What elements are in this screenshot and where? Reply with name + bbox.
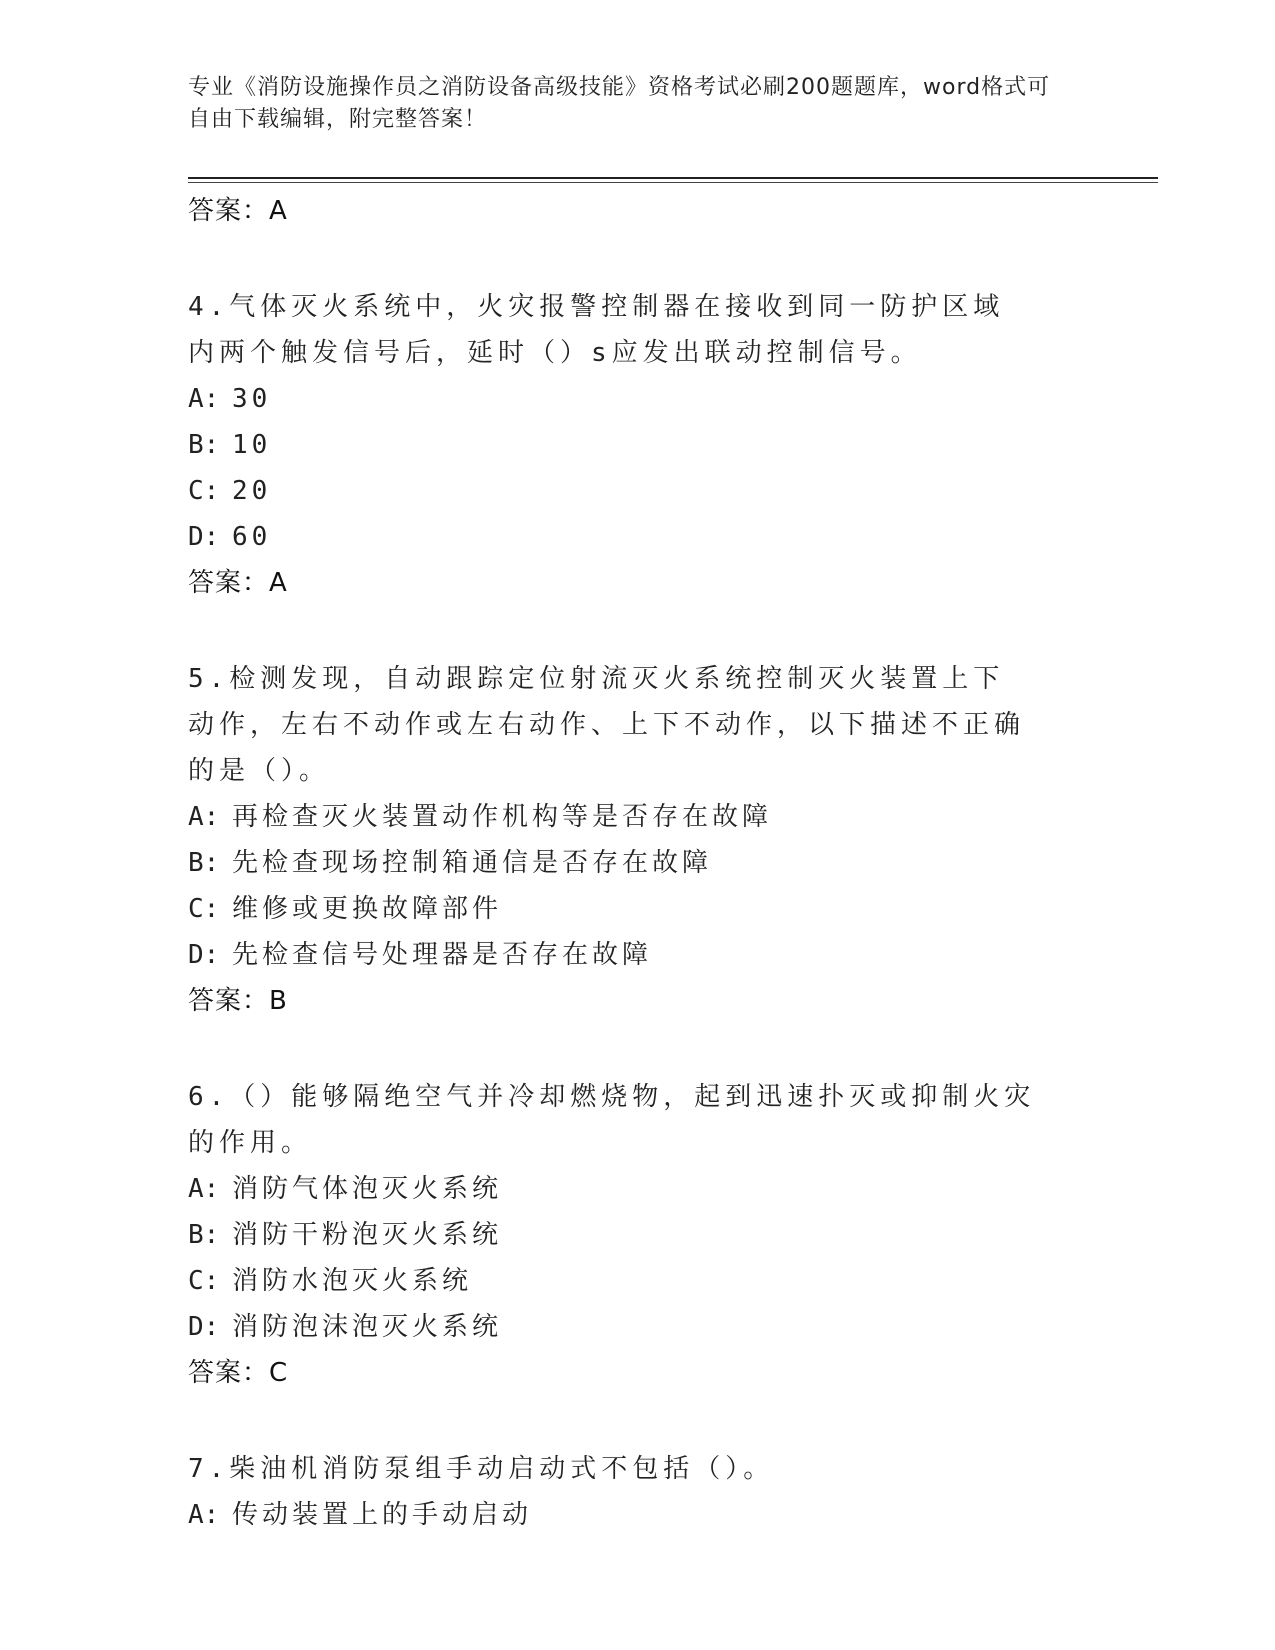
option-letter: C:	[188, 1266, 220, 1296]
option-text: 传动装置上的手动启动	[232, 1500, 533, 1530]
option-b	[188, 422, 1088, 468]
option-text: 10	[232, 430, 272, 460]
option-text: 先检查信号处理器是否存在故障	[232, 940, 653, 970]
answer-line: 答案：A	[188, 568, 288, 598]
option-d	[188, 514, 1088, 560]
option-d	[188, 932, 1088, 978]
option-c	[188, 1258, 1088, 1304]
option-b	[188, 1212, 1088, 1258]
answer-line: 答案：B	[188, 986, 288, 1016]
option-a	[188, 1492, 1088, 1538]
question-stem: 6.（）能够隔绝空气并冷却燃烧物，起到迅速扑灭或抑制火灾的作用。	[188, 1082, 1036, 1158]
option-d	[188, 1304, 1088, 1350]
option-letter: D:	[188, 522, 220, 552]
question-stem: 7.柴油机消防泵组手动启动式不包括（）。	[188, 1454, 775, 1484]
option-letter: A:	[188, 802, 220, 832]
spacer	[188, 234, 1088, 284]
question-5	[188, 656, 1088, 1024]
option-letter: B:	[188, 848, 220, 878]
option-letter: D:	[188, 940, 220, 970]
document-header: 专业《消防设施操作员之消防设备高级技能》资格考试必刷200题题库，word格式可自由下载编辑，附完整答案！	[188, 75, 1051, 132]
option-text: 60	[232, 522, 272, 552]
option-text: 先检查现场控制箱通信是否存在故障	[232, 848, 713, 878]
answer-line: 答案：C	[188, 1358, 289, 1388]
option-text: 消防水泡灭火系统	[232, 1266, 473, 1296]
option-c	[188, 468, 1088, 514]
option-letter: B:	[188, 430, 220, 460]
question-4	[188, 284, 1088, 606]
option-text: 30	[232, 384, 272, 414]
header-divider-thick	[188, 177, 1158, 179]
option-letter: A:	[188, 1174, 220, 1204]
option-b	[188, 840, 1088, 886]
question-7	[188, 1446, 1088, 1538]
spacer	[188, 1396, 1088, 1446]
option-letter: C:	[188, 476, 220, 506]
option-a	[188, 376, 1088, 422]
option-letter: D:	[188, 1312, 220, 1342]
question-stem: 4.气体灭火系统中，火灾报警控制器在接收到同一防护区域内两个触发信号后，延时（）s应发出联动控制信号。	[188, 292, 1005, 368]
option-c	[188, 886, 1088, 932]
answer-line: 答案：A	[188, 196, 288, 226]
option-a	[188, 794, 1088, 840]
option-a	[188, 1166, 1088, 1212]
option-text: 维修或更换故障部件	[232, 894, 503, 924]
question-stem: 5.检测发现，自动跟踪定位射流灭火系统控制灭火装置上下动作，左右不动作或左右动作、上下不动作，以下描述不正确的是（）。	[188, 664, 1026, 786]
option-text: 20	[232, 476, 272, 506]
option-letter: C:	[188, 894, 220, 924]
option-text: 消防干粉泡灭火系统	[232, 1220, 503, 1250]
option-letter: B:	[188, 1220, 220, 1250]
question-list	[188, 188, 1088, 1538]
spacer	[188, 606, 1088, 656]
option-letter: A:	[188, 1500, 220, 1530]
question-6	[188, 1074, 1088, 1396]
option-text: 消防气体泡灭火系统	[232, 1174, 503, 1204]
option-text: 再检查灭火装置动作机构等是否存在故障	[232, 802, 773, 832]
spacer	[188, 1024, 1088, 1074]
option-letter: A:	[188, 384, 220, 414]
option-text: 消防泡沫泡灭火系统	[232, 1312, 503, 1342]
header-divider-thin	[188, 182, 1158, 183]
